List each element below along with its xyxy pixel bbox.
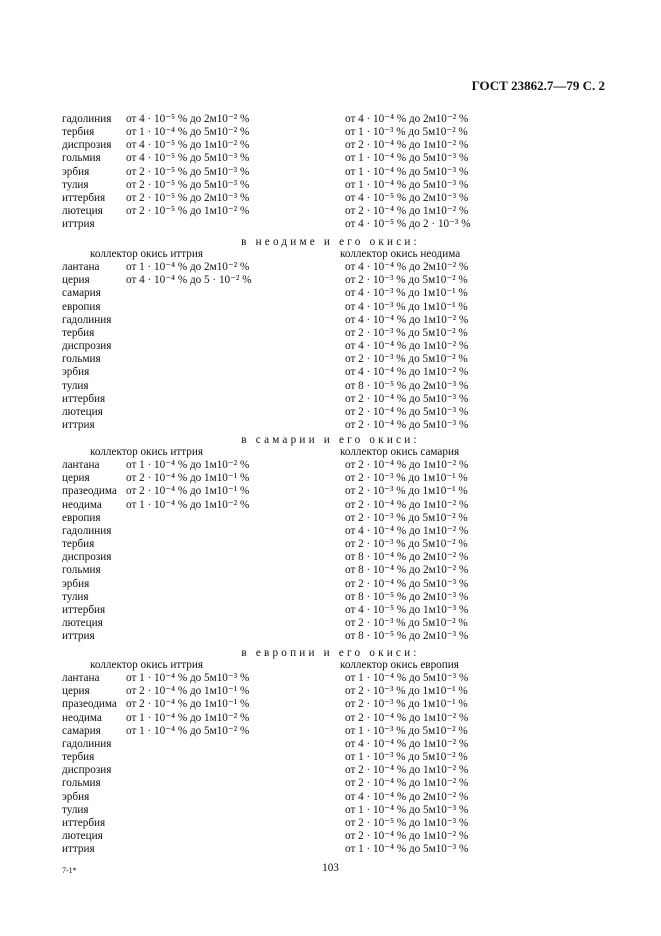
range-own-collector: от 1 · 10⁻³ % до 5м10⁻² % — [345, 126, 468, 139]
table-row — [0, 205, 661, 218]
range-own-collector: от 4 · 10⁻³ % до 1м10⁻¹ % — [345, 287, 468, 300]
table-row — [0, 791, 661, 804]
range-yttrium-collector: от 1 · 10⁻⁴ % до 1м10⁻² % — [126, 459, 250, 472]
table-row — [0, 314, 661, 327]
table-row — [0, 685, 661, 698]
range-yttrium-collector: от 4 · 10⁻⁵ % до 1м10⁻² % — [126, 139, 250, 152]
table-row — [0, 472, 661, 485]
section-title: в европии и его окиси: — [241, 647, 420, 659]
range-own-collector: от 2 · 10⁻³ % до 1м10⁻¹ % — [345, 698, 468, 711]
range-own-collector: от 4 · 10⁻⁴ % до 1м10⁻² % — [345, 737, 469, 750]
table-row — [0, 777, 661, 790]
range-yttrium-collector: от 1 · 10⁻⁴ % до 5м10⁻² % — [126, 724, 250, 737]
range-own-collector: от 4 · 10⁻⁵ % до 2 · 10⁻³ % — [345, 218, 471, 231]
range-yttrium-collector: от 2 · 10⁻⁵ % до 2м10⁻³ % — [126, 191, 250, 204]
range-own-collector: от 2 · 10⁻³ % до 1м10⁻¹ % — [345, 685, 468, 698]
collector-right-heading: коллектор окись самария — [340, 446, 460, 458]
element-name: иттербия — [62, 191, 106, 204]
range-own-collector: от 1 · 10⁻⁴ % до 5м10⁻³ % — [345, 178, 469, 191]
range-yttrium-collector: от 4 · 10⁻⁵ % до 2м10⁻² % — [126, 113, 250, 125]
collector-left-heading: коллектор окись иттрия — [90, 248, 203, 260]
table-row — [0, 353, 661, 366]
element-name: лютеция — [62, 616, 103, 629]
range-own-collector: от 2 · 10⁻⁴ % до 1м10⁻² % — [345, 764, 469, 777]
element-name: церия — [62, 472, 90, 485]
range-own-collector: от 2 · 10⁻⁴ % до 5м10⁻³ % — [345, 418, 469, 431]
element-name: церия — [62, 685, 90, 698]
table-row — [0, 617, 661, 630]
range-yttrium-collector: от 2 · 10⁻⁴ % до 1м10⁻¹ % — [126, 698, 250, 711]
range-own-collector: от 4 · 10⁻⁴ % до 2м10⁻² % — [345, 261, 469, 274]
range-own-collector: от 4 · 10⁻⁴ % до 2м10⁻² % — [345, 790, 469, 803]
table-row — [0, 725, 661, 738]
table-row — [0, 218, 661, 231]
range-own-collector: от 4 · 10⁻⁵ % до 2м10⁻³ % — [345, 191, 469, 204]
element-name: иттербия — [62, 816, 106, 829]
range-own-collector: от 2 · 10⁻⁴ % до 1м10⁻² % — [345, 205, 469, 218]
element-name: тербия — [62, 751, 95, 764]
table-row — [0, 126, 661, 139]
element-name: иттрия — [62, 843, 95, 856]
range-own-collector: от 1 · 10⁻⁴ % до 5м10⁻³ % — [345, 165, 469, 178]
range-own-collector: от 2 · 10⁻³ % до 1м10⁻¹ % — [345, 472, 468, 485]
table-row — [0, 166, 661, 179]
range-own-collector: от 2 · 10⁻⁴ % до 1м10⁻² % — [345, 139, 469, 152]
table-row — [0, 564, 661, 577]
collector-left-heading: коллектор окись иттрия — [90, 446, 203, 458]
collector-right-heading: коллектор окись европия — [340, 659, 459, 671]
range-own-collector: от 2 · 10⁻³ % до 5м10⁻² % — [345, 538, 468, 551]
range-own-collector: от 4 · 10⁻³ % до 1м10⁻¹ % — [345, 300, 468, 313]
table-row — [0, 499, 661, 512]
range-yttrium-collector: от 2 · 10⁻⁵ % до 5м10⁻³ % — [126, 178, 250, 191]
range-own-collector: от 2 · 10⁻³ % до 5м10⁻² % — [345, 326, 468, 339]
element-name: самария — [62, 287, 101, 300]
element-name: диспрозия — [62, 139, 112, 152]
range-yttrium-collector: от 2 · 10⁻⁴ % до 1м10⁻¹ % — [126, 485, 250, 498]
table-row — [0, 672, 661, 685]
range-own-collector: от 1 · 10⁻³ % до 5м10⁻² % — [345, 751, 468, 764]
table-row — [0, 538, 661, 551]
element-name: гольмия — [62, 777, 101, 790]
range-own-collector: от 8 · 10⁻⁴ % до 2м10⁻² % — [345, 551, 469, 564]
element-name: неодима — [62, 498, 102, 511]
section-title: в неодиме и его окиси: — [241, 236, 420, 248]
range-own-collector: от 8 · 10⁻⁵ % до 2м10⁻³ % — [345, 630, 469, 643]
table-row — [0, 830, 661, 843]
page-number: 103 — [322, 862, 339, 874]
range-own-collector: от 1 · 10⁻⁴ % до 5м10⁻³ % — [345, 803, 469, 816]
table-row — [0, 604, 661, 617]
element-name: празеодима — [62, 485, 117, 498]
range-yttrium-collector: от 2 · 10⁻⁴ % до 1м10⁻¹ % — [126, 472, 250, 485]
table-row — [0, 578, 661, 591]
table-row — [0, 152, 661, 165]
page-header: ГОСТ 23862.7—79 С. 2 — [471, 78, 605, 93]
element-name: лютеция — [62, 405, 103, 418]
table-row — [0, 712, 661, 725]
range-own-collector: от 2 · 10⁻⁵ % до 1м10⁻³ % — [345, 816, 469, 829]
table-row — [0, 459, 661, 472]
range-own-collector: от 2 · 10⁻³ % до 5м10⁻² % — [345, 511, 468, 524]
range-yttrium-collector: от 4 · 10⁻⁴ % до 5 · 10⁻² % — [126, 274, 252, 287]
element-name: тулия — [62, 379, 89, 392]
element-name: празеодима — [62, 698, 117, 711]
section-title: в самарии и его окиси: — [241, 434, 420, 446]
table-row — [0, 817, 661, 830]
element-name: самария — [62, 724, 101, 737]
table-row — [0, 301, 661, 314]
range-own-collector: от 8 · 10⁻⁴ % до 2м10⁻² % — [345, 564, 469, 577]
table-row — [0, 525, 661, 538]
footer-sheet-mark: 7-1* — [62, 866, 77, 875]
element-name: иттербия — [62, 392, 106, 405]
range-own-collector: от 4 · 10⁻⁴ % до 1м10⁻² % — [345, 366, 469, 379]
table-row — [0, 551, 661, 564]
range-own-collector: от 1 · 10⁻⁴ % до 5м10⁻³ % — [345, 843, 469, 856]
element-name: иттрия — [62, 218, 95, 231]
range-yttrium-collector: от 1 · 10⁻⁴ % до 5м10⁻² % — [126, 126, 250, 139]
element-name: эрбия — [62, 577, 90, 590]
range-own-collector: от 4 · 10⁻⁴ % до 1м10⁻² % — [345, 524, 469, 537]
element-name: иттрия — [62, 418, 95, 431]
table-row — [0, 287, 661, 300]
range-own-collector: от 8 · 10⁻⁵ % до 2м10⁻³ % — [345, 590, 469, 603]
element-name: диспрозия — [62, 764, 112, 777]
table-row — [0, 139, 661, 152]
table-row — [0, 380, 661, 393]
range-own-collector: от 2 · 10⁻⁴ % до 5м10⁻³ % — [345, 392, 469, 405]
range-yttrium-collector: от 1 · 10⁻⁴ % до 1м10⁻² % — [126, 711, 250, 724]
range-own-collector: от 8 · 10⁻⁵ % до 2м10⁻³ % — [345, 379, 469, 392]
range-own-collector: от 2 · 10⁻³ % до 5м10⁻² % — [345, 274, 468, 287]
element-name: эрбия — [62, 366, 90, 379]
range-yttrium-collector: от 2 · 10⁻⁵ % до 1м10⁻² % — [126, 205, 250, 218]
table-row — [0, 113, 661, 126]
table-row — [0, 738, 661, 751]
element-name: европия — [62, 300, 101, 313]
element-name: гольмия — [62, 152, 101, 165]
range-yttrium-collector: от 2 · 10⁻⁵ % до 5м10⁻³ % — [126, 165, 250, 178]
element-name: эрбия — [62, 165, 90, 178]
element-name: гадолиния — [62, 113, 112, 125]
range-own-collector: от 1 · 10⁻⁴ % до 5м10⁻³ % — [345, 672, 469, 685]
element-name: лютеция — [62, 829, 103, 842]
table-row — [0, 804, 661, 817]
range-yttrium-collector: от 1 · 10⁻⁴ % до 2м10⁻² % — [126, 261, 250, 274]
range-own-collector: от 2 · 10⁻³ % до 1м10⁻¹ % — [345, 485, 468, 498]
table-row — [0, 261, 661, 274]
table-row — [0, 764, 661, 777]
range-own-collector: от 4 · 10⁻⁴ % до 1м10⁻² % — [345, 340, 469, 353]
range-own-collector: от 2 · 10⁻⁴ % до 1м10⁻² % — [345, 777, 469, 790]
range-own-collector: от 4 · 10⁻⁴ % до 1м10⁻² % — [345, 313, 469, 326]
element-name: гольмия — [62, 353, 101, 366]
range-own-collector: от 1 · 10⁻⁴ % до 5м10⁻³ % — [345, 152, 469, 165]
table-row — [0, 751, 661, 764]
element-name: лантана — [62, 261, 100, 274]
element-name: тулия — [62, 803, 89, 816]
element-name: гадолиния — [62, 313, 112, 326]
element-name: тулия — [62, 590, 89, 603]
element-name: диспрозия — [62, 340, 112, 353]
element-name: лантана — [62, 672, 100, 685]
range-own-collector: от 2 · 10⁻³ % до 5м10⁻² % — [345, 353, 468, 366]
element-name: диспрозия — [62, 551, 112, 564]
table-row — [0, 843, 661, 856]
range-own-collector: от 2 · 10⁻⁴ % до 1м10⁻² % — [345, 711, 469, 724]
range-yttrium-collector: от 1 · 10⁻⁴ % до 1м10⁻² % — [126, 498, 250, 511]
element-name: тербия — [62, 326, 95, 339]
element-name: церия — [62, 274, 90, 287]
element-name: неодима — [62, 711, 102, 724]
table-row — [0, 179, 661, 192]
table-row — [0, 419, 661, 432]
element-name: иттербия — [62, 603, 106, 616]
element-name: иттрия — [62, 630, 95, 643]
range-own-collector: от 2 · 10⁻⁴ % до 1м10⁻² % — [345, 459, 469, 472]
table-row — [0, 366, 661, 379]
range-yttrium-collector: от 1 · 10⁻⁴ % до 5м10⁻³ % — [126, 672, 250, 685]
table-row — [0, 485, 661, 498]
table-row — [0, 274, 661, 287]
collector-right-heading: коллектор окись неодима — [340, 248, 461, 260]
range-own-collector: от 2 · 10⁻⁴ % до 5м10⁻³ % — [345, 577, 469, 590]
table-row — [0, 192, 661, 205]
element-name: европия — [62, 511, 101, 524]
table-row — [0, 327, 661, 340]
range-yttrium-collector: от 4 · 10⁻⁵ % до 5м10⁻³ % — [126, 152, 250, 165]
element-name: тербия — [62, 126, 95, 139]
element-name: тербия — [62, 538, 95, 551]
table-row — [0, 393, 661, 406]
element-name: лютеция — [62, 205, 103, 218]
collector-left-heading: коллектор окись иттрия — [90, 659, 203, 671]
range-own-collector: от 2 · 10⁻⁴ % до 1м10⁻² % — [345, 829, 469, 842]
element-name: гольмия — [62, 564, 101, 577]
table-row — [0, 591, 661, 604]
table-row — [0, 340, 661, 353]
element-name: лантана — [62, 459, 100, 472]
table-row — [0, 406, 661, 419]
table-row — [0, 630, 661, 643]
range-own-collector: от 4 · 10⁻⁵ % до 1м10⁻³ % — [345, 603, 469, 616]
range-own-collector: от 2 · 10⁻⁴ % до 5м10⁻³ % — [345, 405, 469, 418]
element-name: гадолиния — [62, 524, 112, 537]
range-own-collector: от 2 · 10⁻³ % до 5м10⁻² % — [345, 616, 468, 629]
element-name: тулия — [62, 178, 89, 191]
table-row — [0, 698, 661, 711]
element-name: гадолиния — [62, 737, 112, 750]
range-own-collector: от 4 · 10⁻⁴ % до 2м10⁻² % — [345, 113, 469, 125]
range-own-collector: от 2 · 10⁻⁴ % до 1м10⁻² % — [345, 498, 469, 511]
range-yttrium-collector: от 2 · 10⁻⁴ % до 1м10⁻¹ % — [126, 685, 250, 698]
element-name: эрбия — [62, 790, 90, 803]
table-row — [0, 512, 661, 525]
range-own-collector: от 1 · 10⁻³ % до 5м10⁻² % — [345, 724, 468, 737]
